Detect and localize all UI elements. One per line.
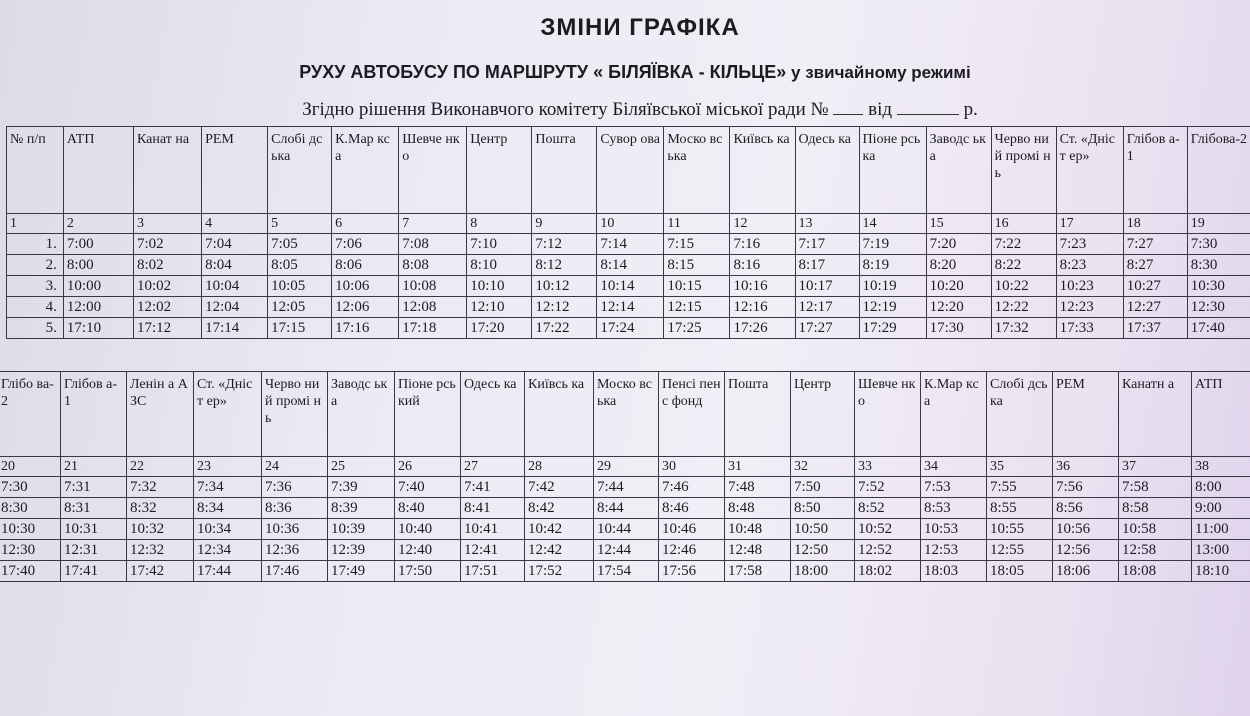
mode-text: у звичайному режимі	[786, 63, 971, 82]
departure-time: 7:14	[597, 234, 664, 255]
schedule-table-return	[0, 371, 1250, 582]
column-number: 31	[725, 457, 791, 477]
departure-time: 8:30	[0, 498, 61, 519]
departure-time: 18:03	[921, 561, 987, 582]
stop-header: Черво ний промі нь	[991, 127, 1056, 214]
departure-time: 17:46	[262, 561, 328, 582]
departure-time: 8:27	[1123, 255, 1187, 276]
departure-time: 17:14	[202, 318, 268, 339]
trip-row	[0, 519, 1250, 540]
column-number: 3	[134, 214, 202, 234]
stop-header: Ленін а АЗС	[127, 372, 194, 457]
departure-time: 7:12	[532, 234, 597, 255]
column-number: 34	[921, 457, 987, 477]
departure-time: 10:27	[1123, 276, 1187, 297]
column-number: 33	[855, 457, 921, 477]
departure-time: 17:37	[1123, 318, 1187, 339]
stop-header: Глібов а-1	[61, 372, 127, 457]
departure-time: 7:48	[725, 477, 791, 498]
departure-time: 10:42	[525, 519, 594, 540]
column-number: 20	[0, 457, 61, 477]
departure-time: 12:58	[1119, 540, 1192, 561]
column-number: 17	[1056, 214, 1123, 234]
departure-time: 10:36	[262, 519, 328, 540]
trip-row	[7, 276, 1250, 297]
departure-time: 10:34	[194, 519, 262, 540]
departure-time: 17:41	[61, 561, 127, 582]
column-number: 37	[1119, 457, 1192, 477]
departure-time: 10:06	[332, 276, 399, 297]
column-number-row	[7, 214, 1250, 234]
departure-time: 17:52	[525, 561, 594, 582]
departure-time: 10:22	[991, 276, 1056, 297]
stop-header: Одесь ка	[461, 372, 525, 457]
stop-header: Ст. «Дніст ер»	[194, 372, 262, 457]
trip-row	[0, 477, 1250, 498]
stop-header: № п/п	[7, 127, 64, 214]
departure-time: 8:05	[268, 255, 332, 276]
departure-time: 17:27	[795, 318, 859, 339]
departure-time: 10:15	[664, 276, 730, 297]
trip-number: 1.	[7, 234, 64, 255]
departure-time: 17:22	[532, 318, 597, 339]
departure-time: 12:56	[1053, 540, 1119, 561]
departure-time: 8:20	[926, 255, 991, 276]
departure-time: 12:19	[859, 297, 926, 318]
departure-time: 12:08	[399, 297, 467, 318]
departure-time: 8:23	[1056, 255, 1123, 276]
departure-time: 18:06	[1053, 561, 1119, 582]
departure-time: 12:10	[467, 297, 532, 318]
departure-time: 10:41	[461, 519, 525, 540]
column-number: 11	[664, 214, 730, 234]
departure-time: 7:05	[268, 234, 332, 255]
trip-row	[0, 540, 1250, 561]
departure-time: 17:56	[659, 561, 725, 582]
column-number: 7	[399, 214, 467, 234]
column-number: 22	[127, 457, 194, 477]
stop-header: Глібо ва-2	[0, 372, 61, 457]
departure-time: 10:44	[594, 519, 659, 540]
departure-time: 8:31	[61, 498, 127, 519]
column-number: 24	[262, 457, 328, 477]
departure-time: 12:42	[525, 540, 594, 561]
departure-time: 17:51	[461, 561, 525, 582]
departure-time: 10:50	[791, 519, 855, 540]
departure-time: 7:04	[202, 234, 268, 255]
departure-time: 7:22	[991, 234, 1056, 255]
departure-time: 7:20	[926, 234, 991, 255]
stop-header: Шевче нко	[399, 127, 467, 214]
departure-time: 8:58	[1119, 498, 1192, 519]
stop-header: Київсь ка	[730, 127, 795, 214]
decision-line	[0, 98, 1250, 121]
column-number: 25	[328, 457, 395, 477]
departure-time: 12:00	[63, 297, 133, 318]
departure-time: 8:19	[859, 255, 926, 276]
departure-time: 10:55	[987, 519, 1053, 540]
departure-time: 17:49	[328, 561, 395, 582]
departure-time: 8:17	[795, 255, 859, 276]
trip-number: 2.	[7, 255, 64, 276]
departure-time: 8:10	[467, 255, 532, 276]
departure-time: 10:31	[61, 519, 127, 540]
departure-time: 7:27	[1123, 234, 1187, 255]
departure-time: 7:53	[921, 477, 987, 498]
departure-time: 12:06	[332, 297, 399, 318]
stop-header: Одесь ка	[795, 127, 859, 214]
departure-time: 17:15	[268, 318, 332, 339]
departure-time: 17:42	[127, 561, 194, 582]
departure-time: 7:30	[1187, 234, 1250, 255]
departure-time: 7:46	[659, 477, 725, 498]
departure-time: 12:39	[328, 540, 395, 561]
column-number: 26	[395, 457, 461, 477]
departure-time: 8:53	[921, 498, 987, 519]
departure-time: 10:32	[127, 519, 194, 540]
departure-time: 7:50	[791, 477, 855, 498]
departure-time: 7:08	[399, 234, 467, 255]
departure-time: 8:48	[725, 498, 791, 519]
decision-from: від	[868, 99, 893, 120]
departure-time: 10:40	[395, 519, 461, 540]
stop-header: РЕМ	[202, 127, 268, 214]
departure-time: 10:48	[725, 519, 791, 540]
departure-time: 10:08	[399, 276, 467, 297]
outbound-table-body	[7, 127, 1250, 339]
departure-time: 7:41	[461, 477, 525, 498]
departure-time: 7:52	[855, 477, 921, 498]
departure-time: 7:34	[194, 477, 262, 498]
departure-time: 7:17	[795, 234, 859, 255]
column-number: 13	[795, 214, 859, 234]
column-number: 21	[61, 457, 127, 477]
departure-time: 7:31	[61, 477, 127, 498]
column-number: 29	[594, 457, 659, 477]
departure-time: 17:32	[991, 318, 1056, 339]
stop-header: Ст. «Дніст ер»	[1056, 127, 1123, 214]
schedule-table-outbound	[6, 126, 1250, 339]
departure-time: 10:17	[795, 276, 859, 297]
trip-row	[7, 297, 1250, 318]
stop-header: Сувор ова	[597, 127, 664, 214]
departure-time: 8:44	[594, 498, 659, 519]
stop-header: Піоне рська	[859, 127, 926, 214]
header-row	[7, 127, 1250, 214]
stop-header: К.Мар кса	[921, 372, 987, 457]
departure-time: 10:23	[1056, 276, 1123, 297]
stop-header: Слобі дська	[268, 127, 332, 214]
departure-time: 12:50	[791, 540, 855, 561]
departure-time: 8:14	[597, 255, 664, 276]
column-number: 12	[730, 214, 795, 234]
column-number: 28	[525, 457, 594, 477]
column-number: 15	[926, 214, 991, 234]
departure-time: 10:56	[1053, 519, 1119, 540]
departure-time: 8:15	[664, 255, 730, 276]
departure-time: 7:42	[525, 477, 594, 498]
stop-header: Канатн а	[1119, 372, 1192, 457]
departure-time: 17:18	[399, 318, 467, 339]
departure-time: 10:10	[467, 276, 532, 297]
departure-time: 8:04	[202, 255, 268, 276]
departure-time: 12:20	[926, 297, 991, 318]
departure-time: 8:56	[1053, 498, 1119, 519]
stop-header: Черво ний промі нь	[262, 372, 328, 457]
departure-time: 7:02	[134, 234, 202, 255]
departure-time: 17:33	[1056, 318, 1123, 339]
departure-time: 10:30	[0, 519, 61, 540]
departure-time: 7:23	[1056, 234, 1123, 255]
departure-time: 8:40	[395, 498, 461, 519]
departure-time: 12:22	[991, 297, 1056, 318]
stop-header: Піоне рський	[395, 372, 461, 457]
departure-time: 8:46	[659, 498, 725, 519]
departure-time: 12:17	[795, 297, 859, 318]
departure-time: 8:02	[134, 255, 202, 276]
departure-time: 12:27	[1123, 297, 1187, 318]
departure-time: 8:12	[532, 255, 597, 276]
stop-header: Слобі дська	[987, 372, 1053, 457]
return-table-body	[0, 372, 1250, 582]
departure-time: 9:00	[1192, 498, 1250, 519]
trip-row	[0, 498, 1250, 519]
header-row	[0, 372, 1250, 457]
departure-time: 18:02	[855, 561, 921, 582]
departure-time: 10:46	[659, 519, 725, 540]
departure-time: 17:30	[926, 318, 991, 339]
stop-header: Глібова-2	[1187, 127, 1250, 214]
departure-time: 7:10	[467, 234, 532, 255]
departure-time: 17:40	[0, 561, 61, 582]
decision-text: Згідно рішення Виконавчого комітету Біляївської міської ради №	[302, 99, 829, 120]
departure-time: 12:40	[395, 540, 461, 561]
departure-time: 17:10	[63, 318, 133, 339]
column-number: 1	[7, 214, 64, 234]
stop-header: Центр	[467, 127, 532, 214]
departure-time: 17:40	[1187, 318, 1250, 339]
column-number: 30	[659, 457, 725, 477]
departure-time: 10:39	[328, 519, 395, 540]
departure-time: 12:32	[127, 540, 194, 561]
departure-time: 8:42	[525, 498, 594, 519]
column-number: 5	[268, 214, 332, 234]
stop-header: Канат на	[134, 127, 202, 214]
departure-time: 7:36	[262, 477, 328, 498]
departure-time: 12:15	[664, 297, 730, 318]
departure-time: 10:19	[859, 276, 926, 297]
departure-time: 10:14	[597, 276, 664, 297]
stop-header: Пошта	[725, 372, 791, 457]
departure-time: 7:55	[987, 477, 1053, 498]
departure-time: 10:02	[134, 276, 202, 297]
departure-time: 8:50	[791, 498, 855, 519]
trip-row	[0, 561, 1250, 582]
document-subtitle	[0, 62, 1250, 83]
departure-time: 8:36	[262, 498, 328, 519]
column-number: 6	[332, 214, 399, 234]
column-number: 10	[597, 214, 664, 234]
departure-time: 12:30	[0, 540, 61, 561]
departure-time: 12:30	[1187, 297, 1250, 318]
departure-time: 10:00	[63, 276, 133, 297]
departure-time: 7:40	[395, 477, 461, 498]
departure-time: 10:05	[268, 276, 332, 297]
column-number: 9	[532, 214, 597, 234]
departure-time: 18:08	[1119, 561, 1192, 582]
departure-time: 7:06	[332, 234, 399, 255]
departure-time: 17:24	[597, 318, 664, 339]
departure-time: 8:00	[63, 255, 133, 276]
departure-time: 10:16	[730, 276, 795, 297]
stop-header: Центр	[791, 372, 855, 457]
departure-time: 7:19	[859, 234, 926, 255]
departure-time: 18:10	[1192, 561, 1250, 582]
stop-header: Заводс ька	[328, 372, 395, 457]
departure-time: 8:52	[855, 498, 921, 519]
departure-time: 12:05	[268, 297, 332, 318]
column-number: 16	[991, 214, 1056, 234]
stop-header: Моско вська	[594, 372, 659, 457]
departure-time: 12:44	[594, 540, 659, 561]
trip-number: 5.	[7, 318, 64, 339]
departure-time: 12:53	[921, 540, 987, 561]
stop-header: РЕМ	[1053, 372, 1119, 457]
departure-time: 12:04	[202, 297, 268, 318]
departure-time: 10:04	[202, 276, 268, 297]
stop-header: АТП	[1192, 372, 1250, 457]
departure-time: 12:12	[532, 297, 597, 318]
column-number: 27	[461, 457, 525, 477]
departure-time: 12:16	[730, 297, 795, 318]
departure-time: 12:41	[461, 540, 525, 561]
departure-time: 8:06	[332, 255, 399, 276]
departure-time: 10:20	[926, 276, 991, 297]
departure-time: 18:00	[791, 561, 855, 582]
departure-time: 8:55	[987, 498, 1053, 519]
stop-header: Заводс ька	[926, 127, 991, 214]
decision-date-blank	[897, 98, 959, 115]
column-number: 8	[467, 214, 532, 234]
stop-header: Пошта	[532, 127, 597, 214]
departure-time: 12:31	[61, 540, 127, 561]
departure-time: 8:08	[399, 255, 467, 276]
departure-time: 17:58	[725, 561, 791, 582]
column-number: 38	[1192, 457, 1250, 477]
departure-time: 17:44	[194, 561, 262, 582]
departure-time: 17:25	[664, 318, 730, 339]
departure-time: 7:39	[328, 477, 395, 498]
departure-time: 8:22	[991, 255, 1056, 276]
trip-row	[7, 234, 1250, 255]
departure-time: 7:58	[1119, 477, 1192, 498]
departure-time: 7:16	[730, 234, 795, 255]
departure-time: 12:46	[659, 540, 725, 561]
departure-time: 17:20	[467, 318, 532, 339]
departure-time: 12:52	[855, 540, 921, 561]
departure-time: 17:50	[395, 561, 461, 582]
departure-time: 17:26	[730, 318, 795, 339]
departure-time: 13:00	[1192, 540, 1250, 561]
departure-time: 8:39	[328, 498, 395, 519]
trip-number: 3.	[7, 276, 64, 297]
column-number: 32	[791, 457, 855, 477]
departure-time: 10:52	[855, 519, 921, 540]
departure-time: 17:54	[594, 561, 659, 582]
departure-time: 17:16	[332, 318, 399, 339]
trip-row	[7, 318, 1250, 339]
column-number: 36	[1053, 457, 1119, 477]
document-title: ЗМІНИ ГРАФІКА	[540, 14, 740, 41]
column-number: 18	[1123, 214, 1187, 234]
column-number: 19	[1187, 214, 1250, 234]
departure-time: 12:23	[1056, 297, 1123, 318]
column-number: 14	[859, 214, 926, 234]
column-number: 35	[987, 457, 1053, 477]
decision-number-blank	[833, 98, 863, 115]
decision-year: р.	[963, 99, 978, 120]
departure-time: 8:32	[127, 498, 194, 519]
departure-time: 8:16	[730, 255, 795, 276]
stop-header: К.Мар кса	[332, 127, 399, 214]
column-number: 4	[202, 214, 268, 234]
stop-header: Пенсі пенс фонд	[659, 372, 725, 457]
trip-number: 4.	[7, 297, 64, 318]
column-number-row	[0, 457, 1250, 477]
stop-header: АТП	[63, 127, 133, 214]
stop-header: Шевче нко	[855, 372, 921, 457]
stop-header: Моско вська	[664, 127, 730, 214]
departure-time: 12:14	[597, 297, 664, 318]
departure-time: 8:00	[1192, 477, 1250, 498]
departure-time: 12:48	[725, 540, 791, 561]
trip-row	[7, 255, 1250, 276]
departure-time: 10:30	[1187, 276, 1250, 297]
departure-time: 7:44	[594, 477, 659, 498]
departure-time: 12:34	[194, 540, 262, 561]
departure-time: 12:36	[262, 540, 328, 561]
departure-time: 7:32	[127, 477, 194, 498]
departure-time: 7:00	[63, 234, 133, 255]
stop-header: Глібов а-1	[1123, 127, 1187, 214]
departure-time: 11:00	[1192, 519, 1250, 540]
departure-time: 17:12	[134, 318, 202, 339]
stop-header: Київсь ка	[525, 372, 594, 457]
departure-time: 17:29	[859, 318, 926, 339]
departure-time: 10:53	[921, 519, 987, 540]
departure-time: 8:30	[1187, 255, 1250, 276]
column-number: 23	[194, 457, 262, 477]
column-number: 2	[63, 214, 133, 234]
departure-time: 10:58	[1119, 519, 1192, 540]
departure-time: 12:02	[134, 297, 202, 318]
departure-time: 18:05	[987, 561, 1053, 582]
departure-time: 8:41	[461, 498, 525, 519]
departure-time: 12:55	[987, 540, 1053, 561]
departure-time: 10:12	[532, 276, 597, 297]
route-heading: РУХУ АВТОБУСУ ПО МАРШРУТУ « БІЛЯЇВКА - КІЛЬЦЕ»	[299, 62, 787, 82]
departure-time: 7:15	[664, 234, 730, 255]
departure-time: 7:30	[0, 477, 61, 498]
departure-time: 7:56	[1053, 477, 1119, 498]
departure-time: 8:34	[194, 498, 262, 519]
